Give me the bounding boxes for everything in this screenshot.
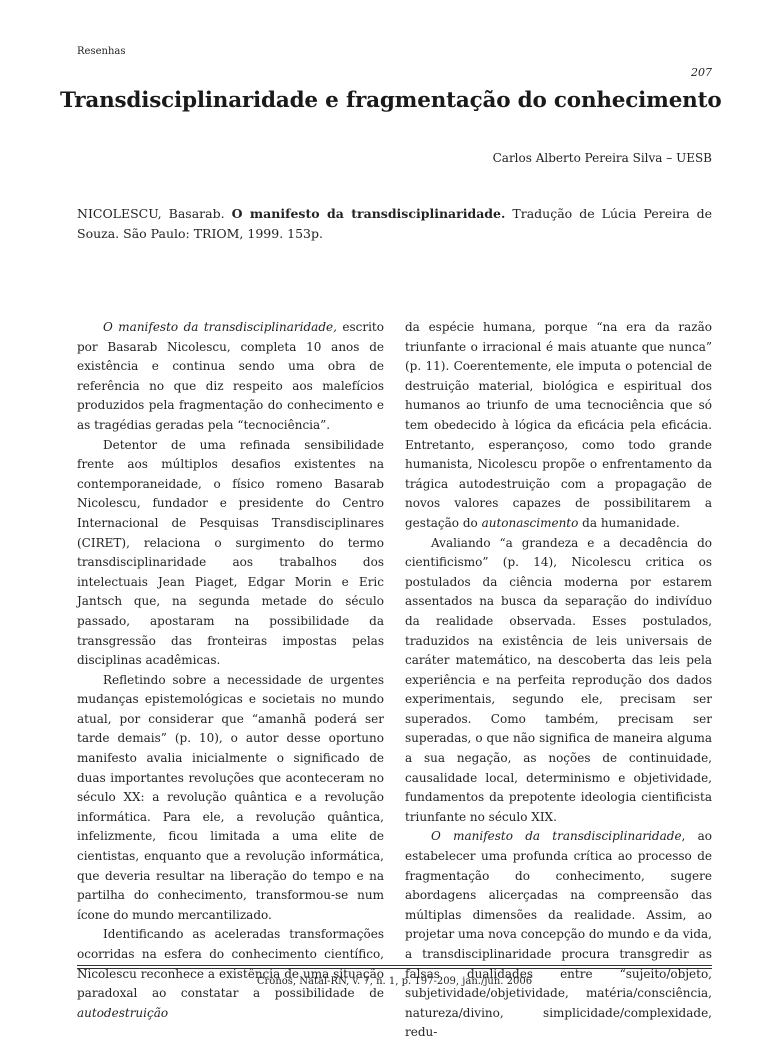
italic-term: autodestruição bbox=[77, 1005, 169, 1020]
page-number: 207 bbox=[691, 66, 712, 79]
article-title: Transdisciplinaridade e fragmentação do conhecimento bbox=[60, 88, 722, 113]
paragraph: O manifesto da transdisciplinaridade, ao estabelecer uma profunda crítica ao processo de fragmentação do conhecimento, sugere abordagens alicerçadas na compreensão das múltiplas dimensões da realidade. Assim, ao projetar uma nova concepção do mundo e da vida, a transdisciplinaridade procura transgredir as falsas dualidades entre “sujeito/objeto, subjetividade/objetividade, matéria/consciência, natureza/divino, simplicidade/complexidade, redu- bbox=[405, 829, 712, 1040]
right-column bbox=[405, 318, 712, 1043]
italic-term: autonascimento bbox=[481, 515, 579, 530]
body-columns bbox=[77, 318, 712, 1043]
paragraph: Avaliando “a grandeza e a decadência do cientificismo” (p. 14), Nicolescu critica os postulados da ciência moderna por estarem assentados na busca da separação do indivíduo da realidade observada. Esses postulados, traduzidos na existência de leis universais de caráter matemático, na descoberta das leis pela experiência e na perfeita reprodução dos dados experimentais, segundo ele, precisam ser superados. Como também, precisam ser superadas, o que não significa de maneira alguma a sua negação, as noções de continuidade, causalidade local, determinismo e objetividade, fundamentos da prepotente ideologia cientificista triunfante no século XIX. bbox=[405, 535, 712, 824]
reference-details: Tradução de Lúcia Pereira de Souza. São Paulo: TRIOM, 1999. 153p. bbox=[77, 206, 713, 241]
paragraph: Detentor de uma refinada sensibilidade frente aos múltiplos desafios existentes na contemporaneidade, o físico romeno Basarab Nicolescu, fundador e presidente do Centro Internacional de Pesquisas Transdisciplinares (CIRET), relaciona o surgimento do termo transdisciplinaridade aos trabalhos dos intelectuais Jean Piaget, Edgar Morin e Eric Jantsch que, na segunda metade do século passado, apostaram na possibilidade da transgressão das fronteiras impostas pelas disciplinas acadêmicas. bbox=[77, 437, 384, 668]
reference-author: NICOLESCU, Basarab. bbox=[77, 206, 225, 221]
left-column bbox=[77, 318, 384, 1043]
paragraph: O manifesto da transdisciplinaridade, escrito por Basarab Nicolescu, completa 10 anos de existência e continua sendo uma obra de referência no que diz respeito aos malefícios produzidos pela fragmentação do conhecimento e as tragédias geradas pela “tecnociência”. bbox=[77, 320, 384, 432]
paragraph: Identificando as aceleradas transformações ocorridas na esfera do conhecimento científico, Nicolescu reconhece a existência de uma situação paradoxal ao constatar a possibilidade de autodestruição bbox=[77, 927, 384, 1020]
author-line: Carlos Alberto Pereira Silva – UESB bbox=[492, 151, 712, 165]
italic-work-title: O manifesto da transdisciplinaridade, bbox=[103, 320, 337, 334]
paragraph: Refletindo sobre a necessidade de urgentes mudanças epistemológicas e societais no mundo atual, por considerar que “amanhã poderá ser tarde demais” (p. 10), o autor desse oportuno manifesto avalia inicialmente o significado de duas importantes revoluções que aconteceram no século XX: a revolução quântica e a revolução informática. Para ele, a revolução quântica, infelizmente, ficou limitada a uma elite de cientistas, enquanto que a revolução informática, que deveria resultar na liberação do tempo e na partilha do conhecimento, transformou-se num ícone do mundo mercantilizado. bbox=[77, 672, 384, 922]
footer-divider bbox=[77, 968, 712, 969]
section-label: Resenhas bbox=[77, 46, 126, 57]
bibliographic-reference bbox=[77, 204, 712, 244]
journal-footer: Cronos, Natal-RN, v. 7, n. 1, p. 197-209, jan./jun. 2006 bbox=[256, 976, 533, 987]
paragraph: da espécie humana, porque “na era da razão triunfante o irracional é mais atuante que nunca” (p. 11). Coerentemente, ele imputa o potencial de destruição material, biológica e espiritual dos humanos ao triunfo de uma tecnociência que só tem obedecido à lógica da eficácia pela eficácia. Entretanto, esperançoso, como todo grande humanista, Nicolescu propõe o enfrentamento da trágica autodestruição com a propagação de novos valores capazes de possibilitarem a gestação do autonascimento da humanidade. bbox=[405, 320, 712, 530]
italic-work-title: O manifesto da transdisciplinaridade bbox=[431, 829, 682, 844]
reference-work-title: O manifesto da transdisciplinaridade. bbox=[231, 206, 506, 221]
footer-divider bbox=[77, 965, 712, 966]
